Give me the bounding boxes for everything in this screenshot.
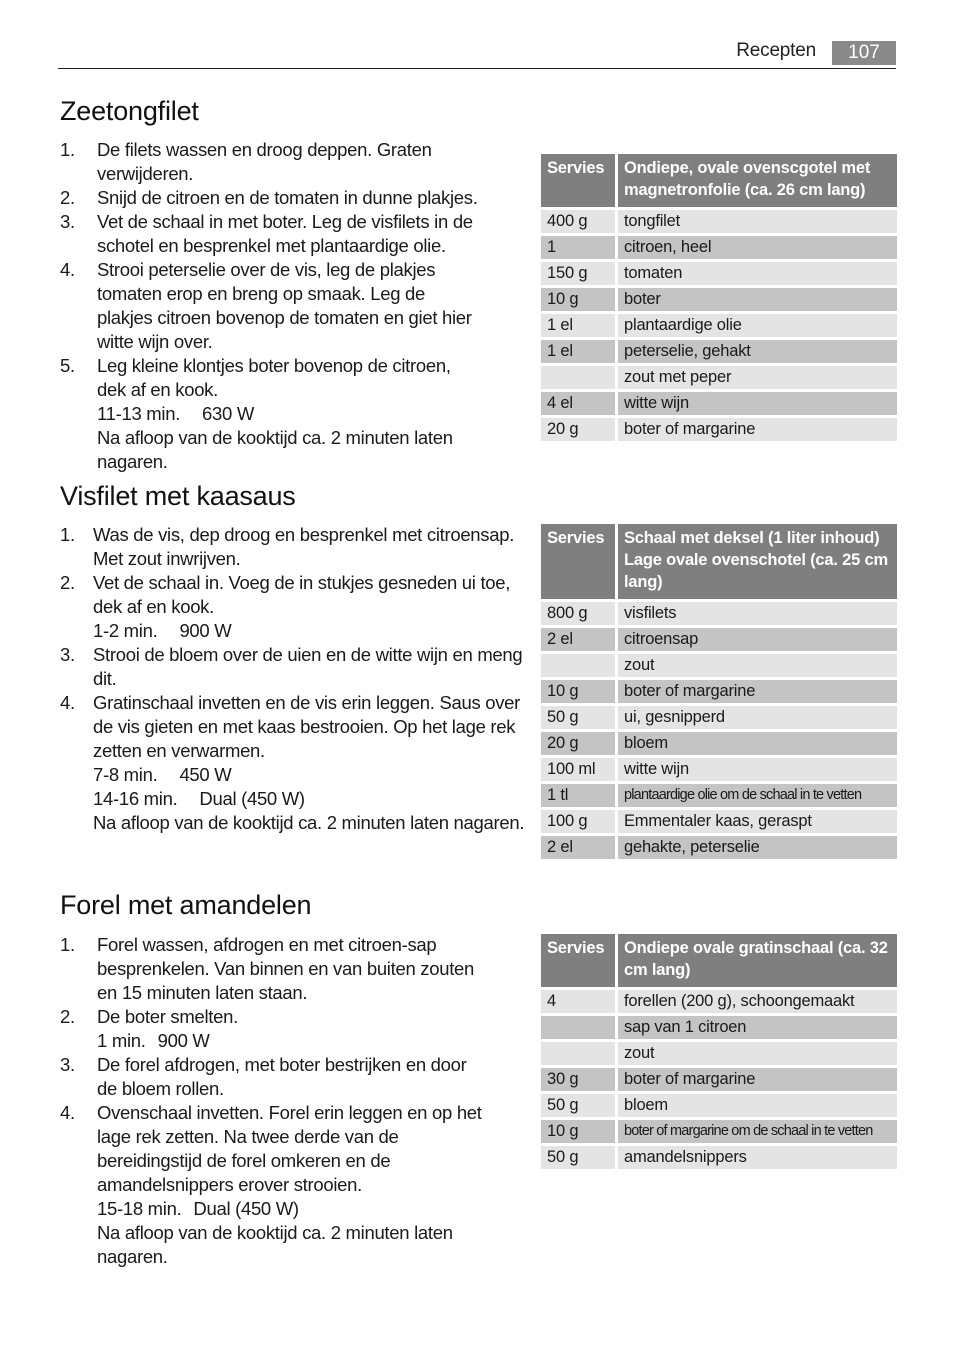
header-dish: Ondiepe ovale gratinschaal (ca. 32 cm lang) xyxy=(618,934,897,987)
ingredients-table xyxy=(541,931,897,1172)
table-row: 20 g boter of margarine xyxy=(541,418,897,441)
table-row: 4 el witte wijn xyxy=(541,392,897,415)
step: 4. Strooi peterselie over de vis, leg de plakjes tomaten erop en breng op smaak. Leg de plakjes citroen bovenop de tomaten en giet hier witte wijn over. xyxy=(60,259,472,352)
header-dish: Ondiepe, ovale ovenscgotel met magnetronfolie (ca. 26 cm lang) xyxy=(618,154,897,207)
recipe-title: Visfilet met kaasaus xyxy=(60,481,296,511)
cooking-time: 1-2 min. 900 W xyxy=(93,620,232,641)
header-servies: Servies xyxy=(541,934,618,987)
table-row: 10 g boter xyxy=(541,288,897,311)
table-row: 10 g boter of margarine xyxy=(541,680,897,703)
page-number: 107 xyxy=(832,41,896,65)
table-row: 100 g Emmentaler kaas, geraspt xyxy=(541,810,897,833)
table-row: 10 g boter of margarine om de schaal in te vetten xyxy=(541,1120,897,1143)
cooking-time: 7-8 min. 450 W xyxy=(93,764,232,785)
table-row: 2 el citroensap xyxy=(541,628,897,651)
table-row: sap van 1 citroen xyxy=(541,1016,897,1039)
step: 3. Strooi de bloem over de uien en de witte wijn en meng dit. xyxy=(60,644,523,689)
step: 3. De forel afdrogen, met boter bestrijken en door de bloem rollen. xyxy=(60,1054,467,1099)
table-row: zout xyxy=(541,654,897,677)
table-row: 150 g tomaten xyxy=(541,262,897,285)
section-title: Recepten xyxy=(736,40,816,61)
header-servies: Servies xyxy=(541,154,618,207)
step: 3. Vet de schaal in met boter. Leg de visfilets in de schotel en besprenkel met plantaardige olie. xyxy=(60,211,473,256)
table-row: 100 ml witte wijn xyxy=(541,758,897,781)
header-servies: Servies xyxy=(541,524,618,599)
table-row: 4 forellen (200 g), schoongemaakt xyxy=(541,990,897,1013)
table-row: 400 g tongfilet xyxy=(541,210,897,233)
recipe-title: Forel met amandelen xyxy=(60,890,312,920)
cooking-time: 14-16 min. Dual (450 W) xyxy=(93,788,305,809)
table-row: 800 g visfilets xyxy=(541,602,897,625)
table-row: zout xyxy=(541,1042,897,1065)
step: 1. De filets wassen en droog deppen. Graten verwijderen. xyxy=(60,139,432,184)
step-list xyxy=(60,933,485,1269)
table-row: 1 el plantaardige olie xyxy=(541,314,897,337)
table-row: 50 g amandelsnippers xyxy=(541,1146,897,1169)
step-list xyxy=(60,138,480,474)
ingredients-table xyxy=(541,151,897,444)
table-row: 1 el peterselie, gehakt xyxy=(541,340,897,363)
table-row: 30 g boter of margarine xyxy=(541,1068,897,1091)
table-row: 50 g ui, gesnipperd xyxy=(541,706,897,729)
step-note: Na afloop van de kooktijd ca. 2 minuten laten nagaren. xyxy=(97,427,453,472)
step: 1. Was de vis, dep droog en besprenkel met citroensap. Met zout inwrijven. xyxy=(60,524,515,569)
step: 5. Leg kleine klontjes boter bovenop de citroen, dek af en kook. 11-13 min. 630 W Na afloop van de kooktijd ca. 2 minuten laten nagaren. xyxy=(60,354,480,474)
cooking-time: 1 min. 900 W xyxy=(97,1030,210,1051)
step: 4. Gratinschaal invetten en de vis erin leggen. Saus over de vis gieten en met kaas bestrooien. Op het lage rek zetten en verwarmen. 7-8 min. 450 W 14-16 min. Dual (450 W) Na afloop van de kooktijd ca. 2 minuten laten nagaren. xyxy=(60,692,525,833)
header-dish: Schaal met deksel (1 liter inhoud) Lage ovale ovenschotel (ca. 25 cm lang) xyxy=(618,524,897,599)
table-header xyxy=(541,154,897,207)
table-row: 20 g bloem xyxy=(541,732,897,755)
step-note: Na afloop van de kooktijd ca. 2 minuten laten nagaren. xyxy=(93,812,525,833)
step: 1. Forel wassen, afdrogen en met citroen-sap besprenkelen. Van binnen en van buiten zouten en 15 minuten laten staan. xyxy=(60,934,475,1003)
table-header xyxy=(541,934,897,987)
table-row: 50 g bloem xyxy=(541,1094,897,1117)
table-row: 2 el gehakte, peterselie xyxy=(541,836,897,859)
step: 2. Vet de schaal in. Voeg de in stukjes gesneden ui toe, dek af en kook. 1-2 min. 900 W xyxy=(60,571,525,643)
table-header xyxy=(541,524,897,599)
step: 4. Ovenschaal invetten. Forel erin leggen en op het lage rek zetten. Na twee derde van de bereidingstijd de forel omkeren en de amandelsnippers erover strooien. 15-18 min. Dual (450 W) Na afloop van de kooktijd ca. 2 minuten laten nagaren. xyxy=(60,1101,485,1269)
table-row: 1 tl plantaardige olie om de schaal in te vetten xyxy=(541,784,897,807)
cooking-time: 11-13 min. 630 W xyxy=(97,403,255,424)
step: 2. Snijd de citroen en de tomaten in dunne plakjes. xyxy=(60,187,478,208)
cooking-time: 15-18 min. Dual (450 W) xyxy=(97,1198,299,1219)
recipe-title: Zeetongfilet xyxy=(60,96,199,126)
table-row: zout met peper xyxy=(541,366,897,389)
step-note: Na afloop van de kooktijd ca. 2 minuten laten nagaren. xyxy=(97,1222,453,1267)
step: 2. De boter smelten. 1 min. 900 W xyxy=(60,1005,485,1053)
table-row: 1 citroen, heel xyxy=(541,236,897,259)
step-list xyxy=(60,523,525,835)
ingredients-table xyxy=(541,521,897,862)
page-header xyxy=(58,38,896,69)
